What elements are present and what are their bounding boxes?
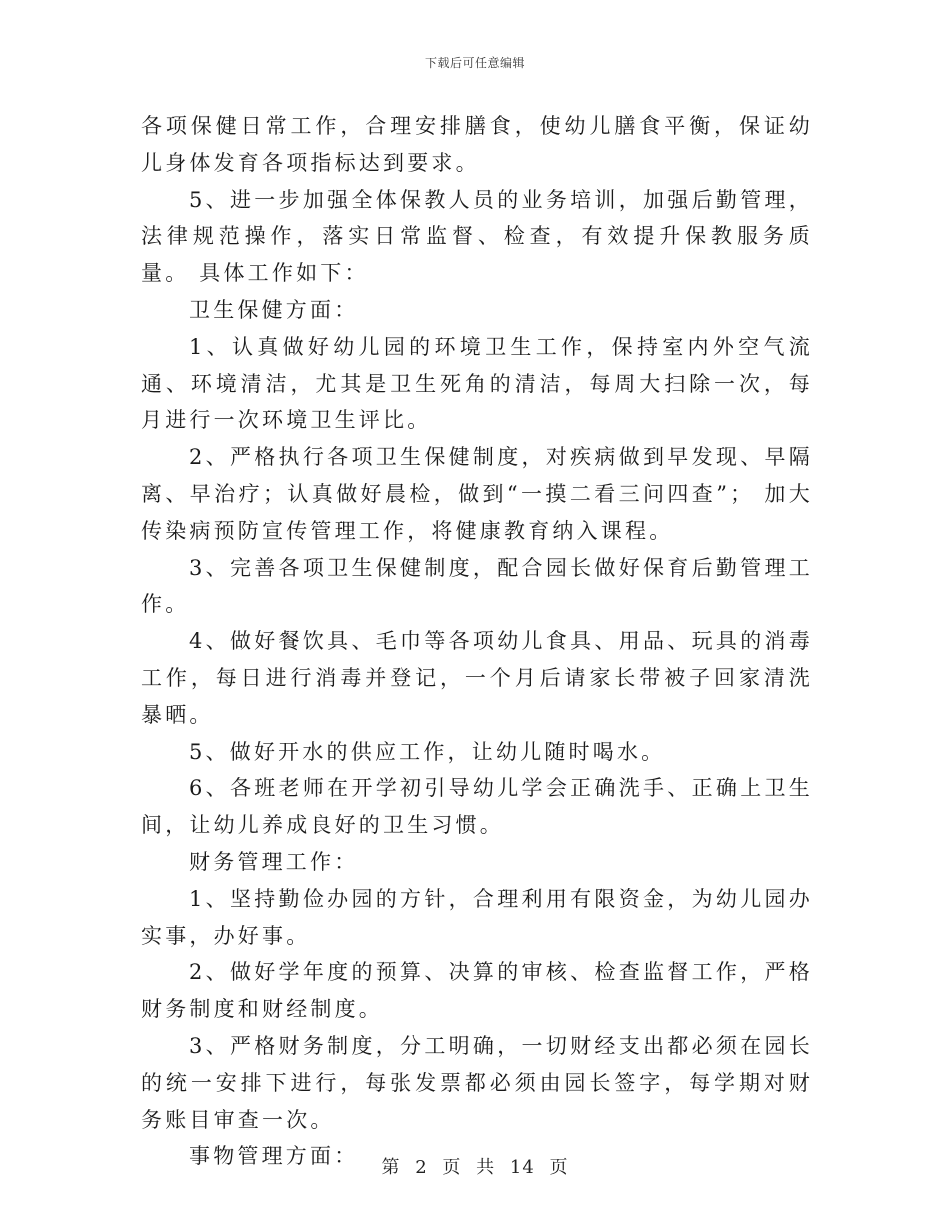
paragraph: 2、严格执行各项卫生保健制度，对疾病做到早发现、早隔离、早治疗；认真做好晨检，做到“一摸二看三问四查”； 加大传染病预防宣传管理工作，将健康教育纳入课程。 [141, 445, 813, 543]
paragraph: 1、坚持勤俭办园的方针，合理利用有限资金，为幼儿园办实事，办好事。 [141, 886, 813, 948]
footer-total-prefix: 共 [476, 1157, 496, 1178]
paragraph: 2、做好学年度的预算、决算的审核、检查监督工作，严格财务制度和财经制度。 [141, 960, 813, 1022]
paragraph: 3、完善各项卫生保健制度，配合园长做好保育后勤管理工作。 [141, 555, 813, 617]
footer-total-pages: 14 [509, 1157, 535, 1178]
paragraph: 4、做好餐饮具、毛巾等各项幼儿食具、用品、玩具的消毒工作，每日进行消毒并登记，一个月后请家长带被子回家清洗暴晒。 [141, 629, 813, 727]
section-heading-finance: 财务管理工作： [189, 849, 359, 874]
section-heading-affairs: 事物管理方面： [189, 1144, 359, 1169]
footer-current-page: 2 [415, 1157, 428, 1178]
paragraph: 1、认真做好幼儿园的环境卫生工作，保持室内外空气流通、环境清洁，尤其是卫生死角的清洁，每周大扫除一次，每月进行一次环境卫生评比。 [141, 334, 813, 433]
paragraph: 5、做好开水的供应工作，让幼儿随时喝水。 [189, 739, 666, 764]
footer-page-word: 页 [442, 1157, 462, 1178]
document-body [141, 108, 813, 1175]
section-heading-hygiene: 卫生保健方面： [189, 297, 359, 322]
paragraph: 各项保健日常工作，合理安排膳食，使幼儿膳食平衡，保证幼儿身体发育各项指标达到要求。 [141, 114, 813, 175]
page-header: 下载后可任意编辑 [424, 56, 525, 70]
paragraph: 5、进一步加强全体保教人员的业务培训，加强后勤管理，法律规范操作，落实日常监督、检查，有效提升保教服务质量。 具体工作如下： [141, 187, 813, 286]
paragraph: 6、各班老师在开学初引导幼儿学会正确洗手、正确上卫生间，让幼儿养成良好的卫生习惯。 [141, 776, 813, 838]
paragraph: 3、严格财务制度，分工明确，一切财经支出都必须在园长的统一安排下进行，每张发票都必须由园长签字，每学期对财务账目审查一次。 [141, 1033, 813, 1132]
page-footer [0, 1153, 950, 1179]
footer-suffix: 页 [549, 1157, 569, 1178]
footer-prefix: 第 [381, 1157, 401, 1178]
